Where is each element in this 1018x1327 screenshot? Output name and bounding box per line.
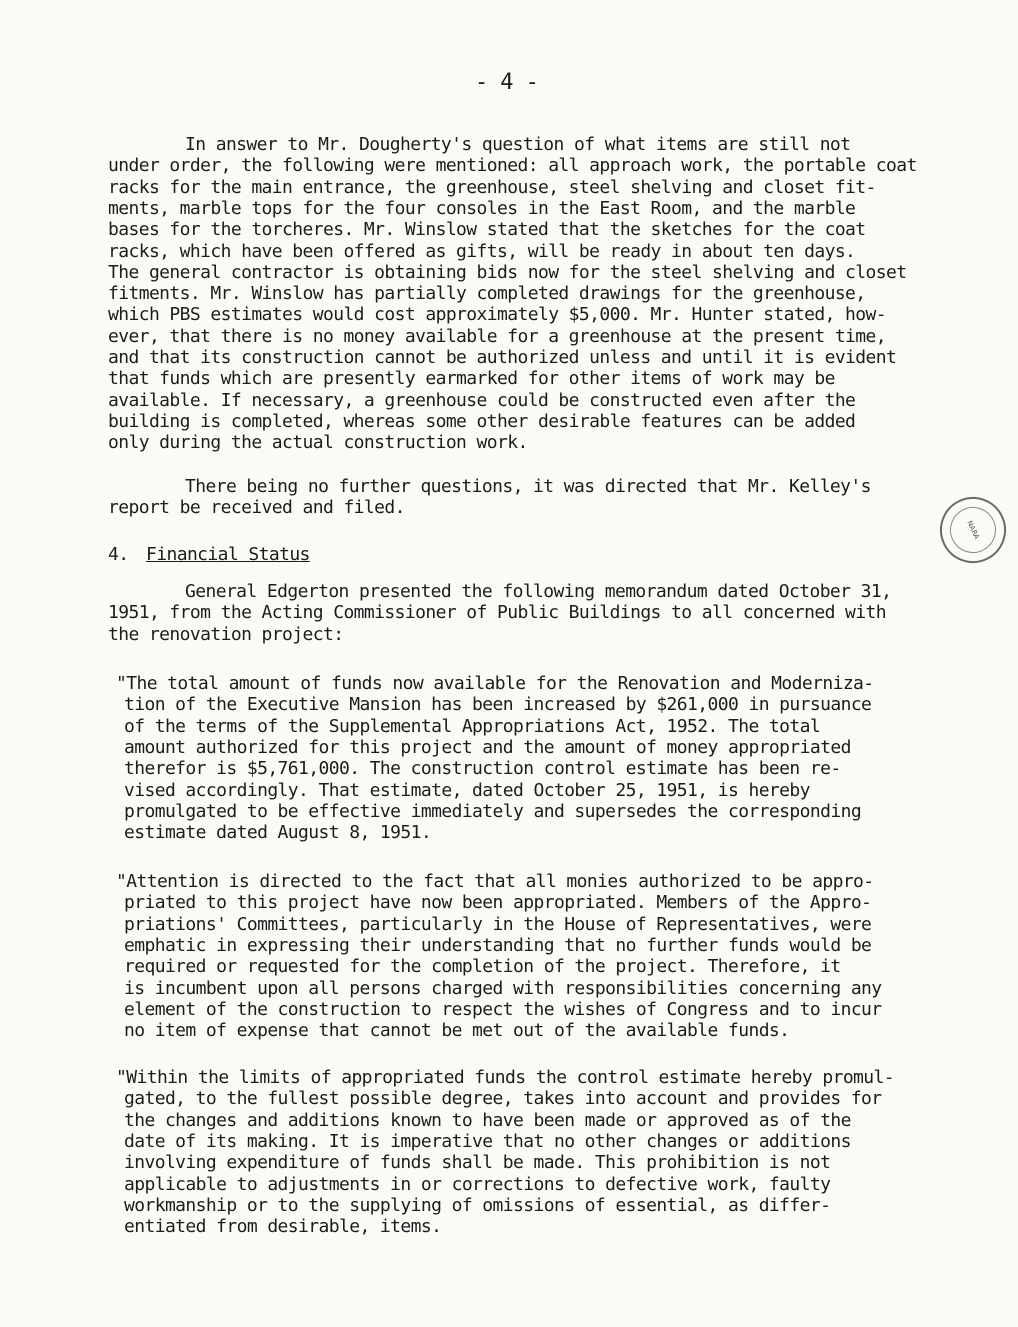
text-line: tion of the Executive Mansion has been increased by $261,000 in pursuance [124,694,872,716]
text-line: building is completed, whereas some other desirable features can be added [108,410,856,432]
stamp-center [942,499,1003,560]
text-line: which PBS estimates would cost approximately $5,000. Mr. Hunter stated, how- [108,304,887,326]
text-line: promulgated to be effective immediately and supersedes the corresponding [124,800,862,822]
text-line: priated to this project have now been appropriated. Members of the Appro- [124,892,872,914]
text-line: vised accordingly. That estimate, dated October 25, 1951, is hereby [124,779,810,801]
text-line: "The total amount of funds now available for the Renovation and Moderniza- [116,673,874,694]
text-line: gated, to the fullest possible degree, takes into account and provides for [124,1088,882,1110]
section-title: Financial Status [146,544,310,565]
section-number: 4. [108,544,129,565]
text-line: 1951, from the Acting Commissioner of Public Buildings to all concerned with [108,602,887,624]
text-line: under order, the following were mentioned: all approach work, the portable coat [108,155,917,177]
text-line: report be received and filed. [108,497,405,519]
text-line: ments, marble tops for the four consoles in the East Room, and the marble [108,197,856,219]
page-number: - 4 - [475,70,539,95]
text-line: priations' Committees, particularly in the House of Representatives, were [124,913,872,935]
text-line: no item of expense that cannot be met out of the available funds. [124,1020,790,1042]
text-line: In answer to Mr. Dougherty's question of what items are still not [185,134,851,155]
text-line: workmanship or to the supplying of omissions of essential, as differ- [124,1194,831,1216]
text-line: element of the construction to respect the wishes of Congress and to incur [124,998,882,1020]
text-line: and that its construction cannot be authorized unless and until it is evident [108,347,897,368]
text-line: available. If necessary, a greenhouse could be constructed even after the [108,389,856,411]
text-line: "Within the limits of appropriated funds the control estimate hereby promul- [116,1067,895,1088]
text-line: "Attention is directed to the fact that all monies authorized to be appro- [116,871,874,892]
text-line: racks, which have been offered as gifts, will be ready in about ten days. [108,240,856,262]
library-stamp [929,486,1017,574]
text-line: emphatic in expressing their understanding that no further funds would be [124,934,872,956]
stamp-center-text: NARA [965,519,981,541]
text-line: only during the actual construction work. [108,432,528,454]
text-line: required or requested for the completion of the project. Therefore, it [124,956,841,978]
text-line: the renovation project: [108,623,344,645]
text-line: is incumbent upon all persons charged with responsibilities concerning any [124,977,882,999]
text-line: involving expenditure of funds shall be made. This prohibition is not [124,1152,831,1174]
text-line: the changes and additions known to have been made or approved as of the [124,1109,851,1131]
text-line: fitments. Mr. Winslow has partially completed drawings for the greenhouse, [108,283,866,305]
text-line: amount authorized for this project and the amount of money appropriated [124,736,851,758]
text-line: applicable to adjustments in or corrections to defective work, faulty [124,1173,831,1195]
text-line: The general contractor is obtaining bids now for the steel shelving and closet [108,261,907,283]
text-line: that funds which are presently earmarked for other items of work may be [108,368,835,390]
text-line: entiated from desirable, items. [124,1216,442,1238]
text-line: therefor is $5,761,000. The construction control estimate has been re- [124,758,841,780]
text-line: estimate dated August 8, 1951. [124,822,432,844]
text-line: There being no further questions, it was directed that Mr. Kelley's [185,476,871,497]
text-line: racks for the main entrance, the greenhouse, steel shelving and closet fit- [108,176,876,198]
text-line: General Edgerton presented the following memorandum dated October 31, [185,581,892,602]
text-line: of the terms of the Supplemental Appropriations Act, 1952. The total [124,715,821,737]
text-line: bases for the torcheres. Mr. Winslow stated that the sketches for the coat [108,219,866,241]
text-line: date of its making. It is imperative that no other changes or additions [124,1130,851,1152]
text-line: ever, that there is no money available for a greenhouse at the present time, [108,325,887,347]
